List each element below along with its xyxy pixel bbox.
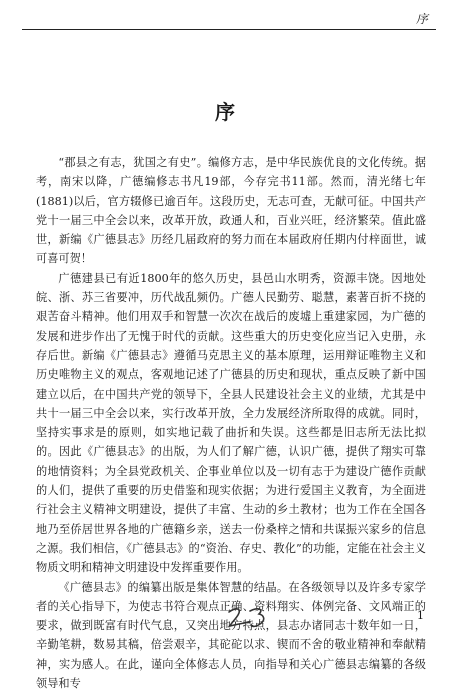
paragraph-1: “郡县之有志，犹国之有史”。编修方志，是中华民族优良的文化传统。据考，南宋以降，广德编修志书凡19部，今存完书11部。然而，清光绪七年(1881)以后，官方辍修已逾百年。这段历史，无志可查，无献可征。中国共产党十一届三中全会以来，改革开放，政通人和，百业兴旺，经济繁荣。值此盛世，新编《广德县志》历经几届政府的努力而在本届政府任期内付梓面世，诚可喜可贺！ bbox=[36, 156, 426, 266]
handwritten-signature-mark bbox=[226, 603, 274, 631]
paragraph-3: 《广德县志》的编纂出版是集体智慧的结晶。在各级领导以及许多专家学者的关心指导下，为使志书符合观点正确、资料翔实、体例完备、文风端正的要求，做到既富有时代气息，又突出地方特点，县志办诸同志十数年如一日，辛勤笔耕，数易其稿，倍尝艰辛，其砣砣以求、锲而不舍的敬业精神和奉献精神，实为感人。在此，谨向全体修志人员，向指导和关心广德县志编纂的各级领导和专 bbox=[36, 580, 426, 691]
paragraph-2: 广德建县已有近1800年的悠久历史，县邑山水明秀，资源丰饶。因地处皖、浙、苏三省要冲，历代战乱频仍。广德人民勤劳、聪慧，素著百折不挠的艰苦奋斗精神。他们用双手和智慧一次次在战后的废墟上重建家园，为广德的发展和进步作出了无愧于时代的贡献。这些重大的历史变化应当记入史册，永存后世。新编《广德县志》遵循马克思主义的基本原理，运用辩证唯物主义和历史唯物主义的观点，客观地记述了广德县的历史和现状，重点反映了新中国建立以后，在中国共产党的领导下，全县人民建设社会主义的业绩，尤其是中共十一届三中全会以来，实行改革开放，全力发展经济所取得的成就。同时，坚持实事求是的原则，如实地记载了曲折和失误。这些都是旧志所无法比拟的。因此《广德县志》的出版，为人们了解广德，认识广德，提供了翔实可靠的地情资料；为全县党政机关、企事业单位以及一切有志于为建设广德作贡献的人们，提供了重要的历史借鉴和现实依据；为进行爱国主义教育，为全面进行社会主义精神文明建设，提供了丰富、生动的乡土教材；也为工作在全国各地乃至侨居世界各地的广德籍乡亲，送去一份桑梓之情和共谋振兴家乡的信息之源。我们相信，《广德县志》的“资治、存史、教化”的功能，定能在社会主义物质文明和精神文明建设中发挥重要作用。 bbox=[36, 271, 426, 575]
page-number: 1 bbox=[417, 609, 424, 622]
header-rule bbox=[22, 29, 436, 30]
running-head: 序 bbox=[415, 12, 428, 26]
page-title: 序 bbox=[215, 100, 235, 124]
